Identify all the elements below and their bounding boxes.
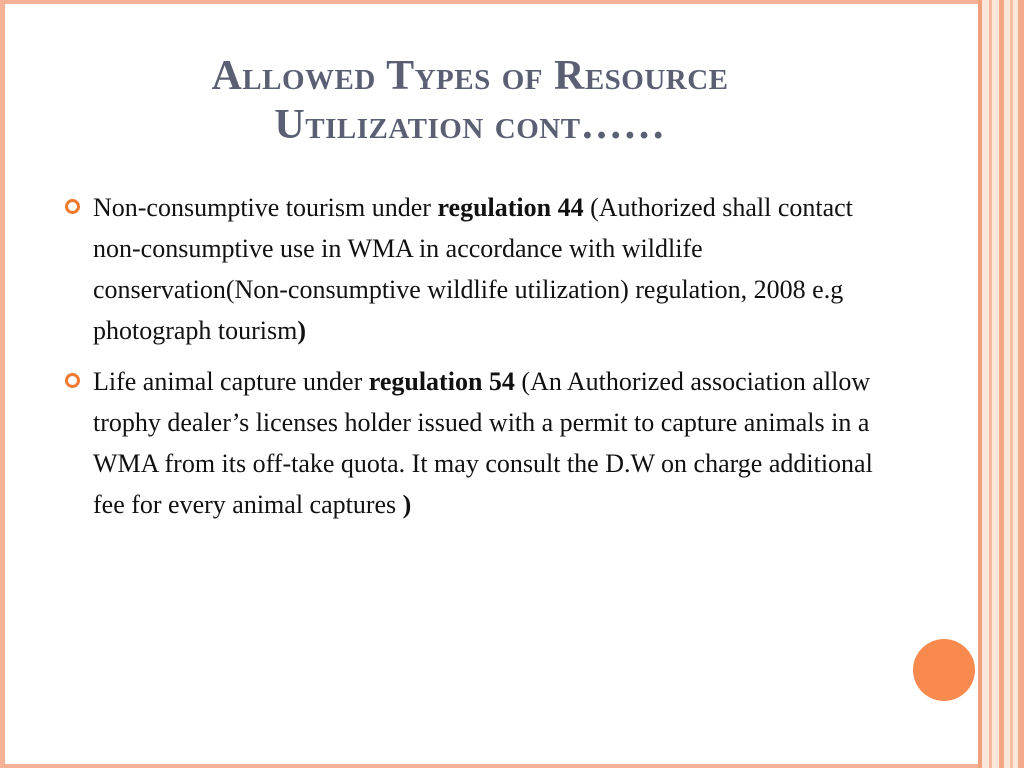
decorative-stripe [1018, 0, 1024, 768]
decorative-stripe [978, 0, 982, 768]
decorative-stripe [1010, 0, 1013, 768]
top-border [0, 0, 980, 4]
bullet-text: Non-consumptive tourism under [93, 193, 438, 222]
left-border [0, 0, 5, 768]
closing-parenthesis: ) [297, 316, 307, 345]
accent-circle [913, 639, 975, 701]
decorative-stripe [989, 0, 992, 768]
regulation-reference: regulation 44 [437, 193, 584, 222]
bullet-text-continued: (Authorized shall contact non-consumptive use in WMA in accordance with wildlife conservation(Non-consumptive wildlife utilization) regulation, 2008 e.g photograph tourism [93, 193, 853, 345]
regulation-reference: regulation 54 [368, 367, 515, 396]
bullet-text-continued: (An Authorized association allow trophy dealer’s licenses holder issued with a permit to capture animals in a WMA from its off-take quota. It may consult the D.W on charge additional fee for every animal captures [93, 367, 873, 519]
bullet-ring-icon [65, 199, 80, 214]
decorative-stripe [999, 0, 1004, 768]
bullet-item [62, 187, 882, 351]
bullet-item [62, 361, 882, 525]
closing-parenthesis: ) [402, 490, 412, 519]
slide-title [60, 52, 880, 150]
slide-title-line-1: Allowed Types of Resource [211, 53, 729, 99]
bullet-text: Life animal capture under [93, 367, 369, 396]
bullet-ring-icon [65, 373, 80, 388]
slide-title-line-2: Utilization cont…… [274, 102, 666, 148]
bullet-list [62, 187, 882, 535]
bottom-border [0, 764, 980, 768]
